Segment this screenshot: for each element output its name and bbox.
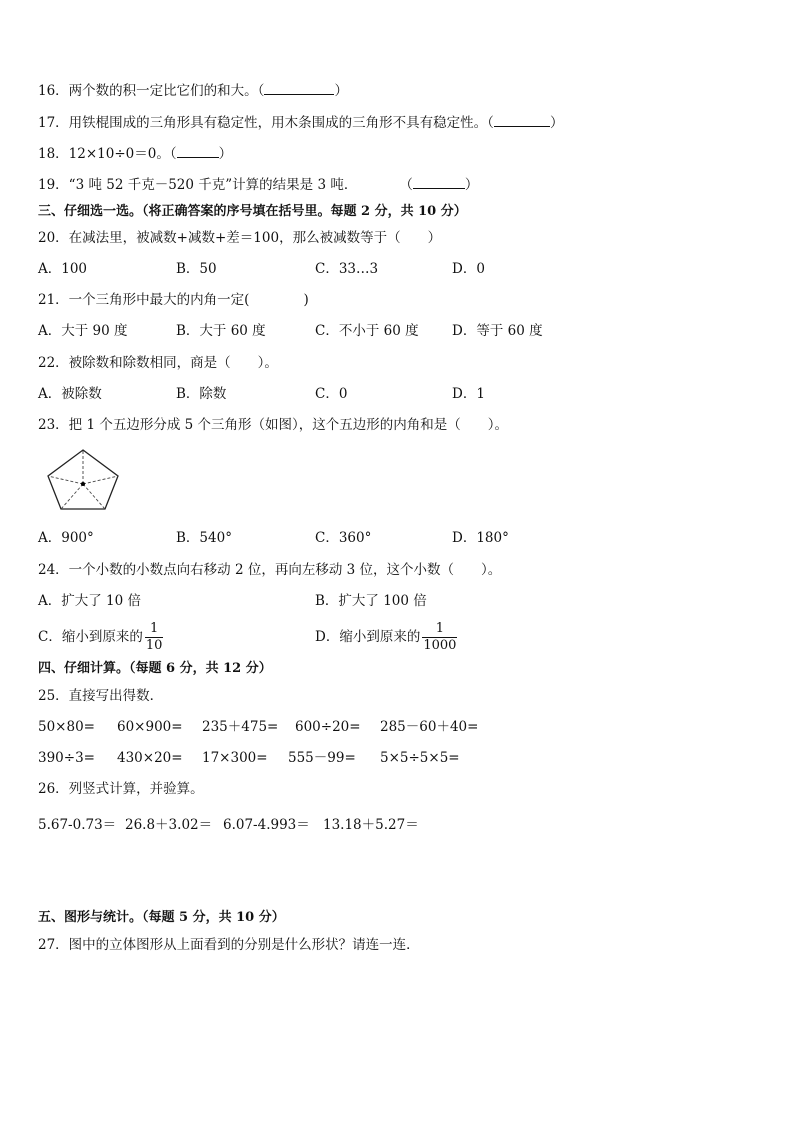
calc-item: 430×20= — [117, 750, 183, 766]
numerator: 1 — [435, 621, 445, 636]
option-d-label: D．缩小到原来的 — [315, 629, 421, 645]
option-d[interactable]: D．0 — [452, 261, 485, 277]
option-c[interactable]: C．不小于 60 度 — [315, 323, 419, 339]
option-b[interactable]: B．大于 60 度 — [176, 323, 266, 339]
numerator: 1 — [149, 621, 159, 636]
section-5-heading: 五、图形与统计。（每题 5 分，共 10 分） — [38, 910, 285, 925]
option-c[interactable]: C．33…3 — [315, 261, 379, 277]
question-19 — [38, 176, 478, 194]
question-22-text: 22．被除数和除数相同，商是（ ）。 — [38, 355, 278, 371]
calc-item: 555－99= — [288, 750, 356, 766]
denominator: 1000 — [423, 638, 457, 653]
question-16-text: 16．两个数的积一定比它们的和大。（ — [38, 83, 265, 99]
option-b[interactable]: B．扩大了 100 倍 — [315, 593, 427, 609]
answer-blank[interactable] — [177, 145, 219, 158]
option-d[interactable]: D．1 — [452, 386, 485, 402]
question-23-text: 23．把 1 个五边形分成 5 个三角形（如图），这个五边形的内角和是（ ）。 — [38, 417, 509, 433]
answer-blank[interactable] — [494, 114, 550, 127]
question-18 — [38, 145, 232, 163]
section-3-heading: 三、仔细选一选。（将正确答案的序号填在括号里。每题 2 分，共 10 分） — [38, 204, 467, 219]
paren-open: （ — [399, 177, 413, 193]
question-26-text: 26．列竖式计算，并验算。 — [38, 781, 204, 797]
calc-item: 17×300= — [202, 750, 268, 766]
option-d[interactable]: D．180° — [452, 530, 509, 546]
option-b[interactable]: B．540° — [176, 530, 232, 546]
option-a[interactable]: A．被除数 — [38, 386, 102, 402]
option-a[interactable]: A．扩大了 10 倍 — [38, 593, 142, 609]
calc-item: 5×5÷5×5= — [380, 750, 460, 766]
question-19-text: 19．“3 吨 52 千克－520 千克”计算的结果是 3 吨． — [38, 177, 358, 193]
denominator: 10 — [145, 638, 163, 653]
option-c[interactable]: C．360° — [315, 530, 372, 546]
question-21-text: 21．一个三角形中最大的内角一定( ) — [38, 292, 309, 308]
option-c[interactable] — [38, 620, 163, 654]
calc-item: 6.07-4.993＝ — [223, 817, 310, 833]
option-c-label: C．缩小到原来的 — [38, 629, 143, 645]
paren-close: ） — [464, 177, 479, 193]
calc-item: 26.8＋3.02＝ — [125, 817, 213, 833]
calc-item: 600÷20= — [295, 719, 361, 735]
paren-close: ） — [334, 83, 348, 99]
option-a[interactable]: A．大于 90 度 — [38, 323, 128, 339]
paren-close: ） — [218, 146, 233, 162]
answer-blank[interactable] — [264, 82, 334, 95]
calc-item: 50×80= — [38, 719, 95, 735]
question-27-text: 27．图中的立体图形从上面看到的分别是什么形状？请连一连． — [38, 937, 420, 953]
calc-item: 235＋475= — [202, 719, 279, 735]
section-4-heading: 四、仔细计算。（每题 6 分，共 12 分） — [38, 661, 272, 676]
option-d[interactable]: D．等于 60 度 — [452, 323, 543, 339]
question-16 — [38, 82, 348, 100]
calc-item: 13.18＋5.27＝ — [323, 817, 419, 833]
calc-item: 5.67-0.73＝ — [38, 817, 117, 833]
question-17 — [38, 114, 563, 132]
fraction — [145, 621, 164, 654]
question-25-text: 25．直接写出得数． — [38, 688, 164, 704]
pentagon-figure — [44, 446, 122, 512]
question-20-text: 20．在减法里，被减数+减数+差＝100，那么被减数等于（ ） — [38, 230, 442, 246]
calc-item: 285－60＋40= — [380, 719, 479, 735]
option-b[interactable]: B．除数 — [176, 386, 227, 402]
question-17-text: 17．用铁棍围成的三角形具有稳定性，用木条围成的三角形不具有稳定性。（ — [38, 115, 494, 131]
option-a[interactable]: A．900° — [38, 530, 94, 546]
paren-close: ） — [549, 115, 564, 131]
option-b[interactable]: B．50 — [176, 261, 217, 277]
answer-blank[interactable] — [413, 176, 465, 189]
question-18-text: 18．12×10÷0＝0。（ — [38, 146, 177, 162]
calc-item: 60×900= — [117, 719, 183, 735]
option-d[interactable] — [315, 620, 457, 654]
fraction — [422, 621, 457, 654]
calc-item: 390÷3= — [38, 750, 95, 766]
question-24-text: 24．一个小数的小数点向右移动 2 位，再向左移动 3 位，这个小数（ ）。 — [38, 562, 502, 578]
option-c[interactable]: C．0 — [315, 386, 348, 402]
option-a[interactable]: A．100 — [38, 261, 88, 277]
